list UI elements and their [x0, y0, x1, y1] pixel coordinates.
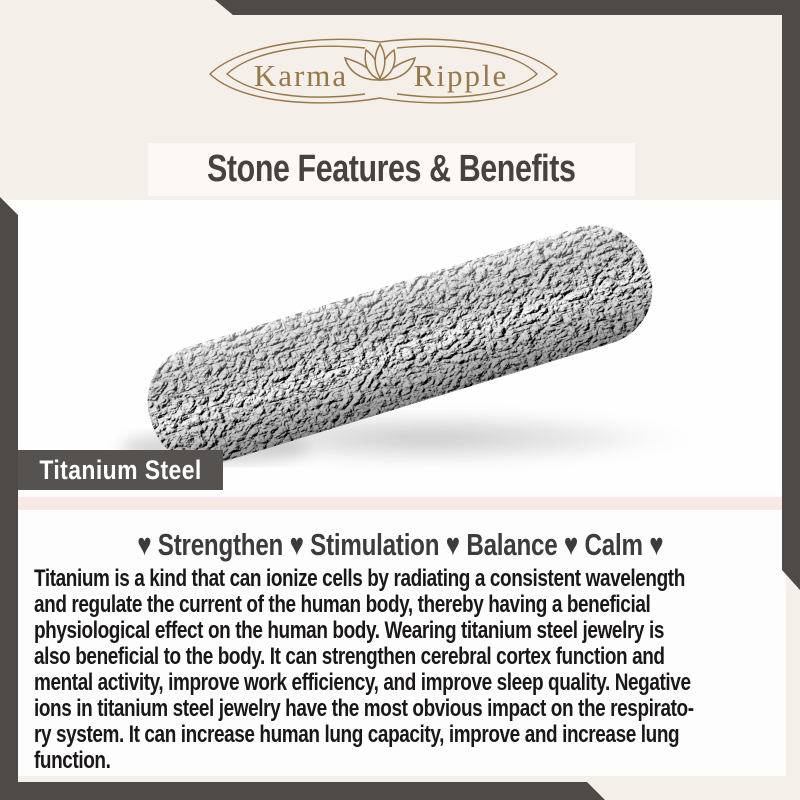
brand-name-left: Karma	[253, 58, 349, 93]
frame-top	[0, 0, 800, 15]
paragraph-line: physiological effect on the human body. Wearing titanium steel jewelry is	[34, 617, 664, 644]
photo-label	[18, 450, 223, 490]
paragraph-line: and regulate the current of the human body, thereby having a beneficial	[34, 591, 651, 618]
logo-flourish	[183, 34, 587, 110]
photo-label-text: Titanium Steel	[39, 454, 202, 485]
benefits-headline: ♥ Strengthen ♥ Stimulation ♥ Balance ♥ Calm ♥	[136, 527, 664, 562]
paragraph-line: mental activity, improve work efficiency, and improve sleep quality. Negative	[34, 669, 691, 696]
frame-right	[782, 0, 800, 590]
benefits-paragraph	[34, 566, 777, 774]
lotus-icon	[345, 44, 415, 80]
page-title: Stone Features & Benefits	[207, 148, 576, 190]
paragraph-line: ry system. It can increase human lung capacity, improve and increase lung	[34, 721, 680, 748]
paragraph-line: ions in titanium steel jewelry have the most obvious impact on the respirato-	[34, 695, 694, 722]
paragraph-line: function.	[34, 747, 111, 774]
brand-name-right: Ripple	[413, 58, 509, 93]
title-band	[148, 143, 635, 196]
paragraph-line: also beneficial to the body. It can strengthen cerebral cortex function and	[34, 643, 665, 670]
brand-logo	[183, 34, 587, 110]
paragraph-line: Titanium is a kind that can ionize cells by radiating a consistent wavelength	[34, 565, 685, 592]
frame-bottom	[0, 782, 620, 800]
frame-left	[0, 197, 18, 800]
divider-strip	[18, 497, 786, 510]
